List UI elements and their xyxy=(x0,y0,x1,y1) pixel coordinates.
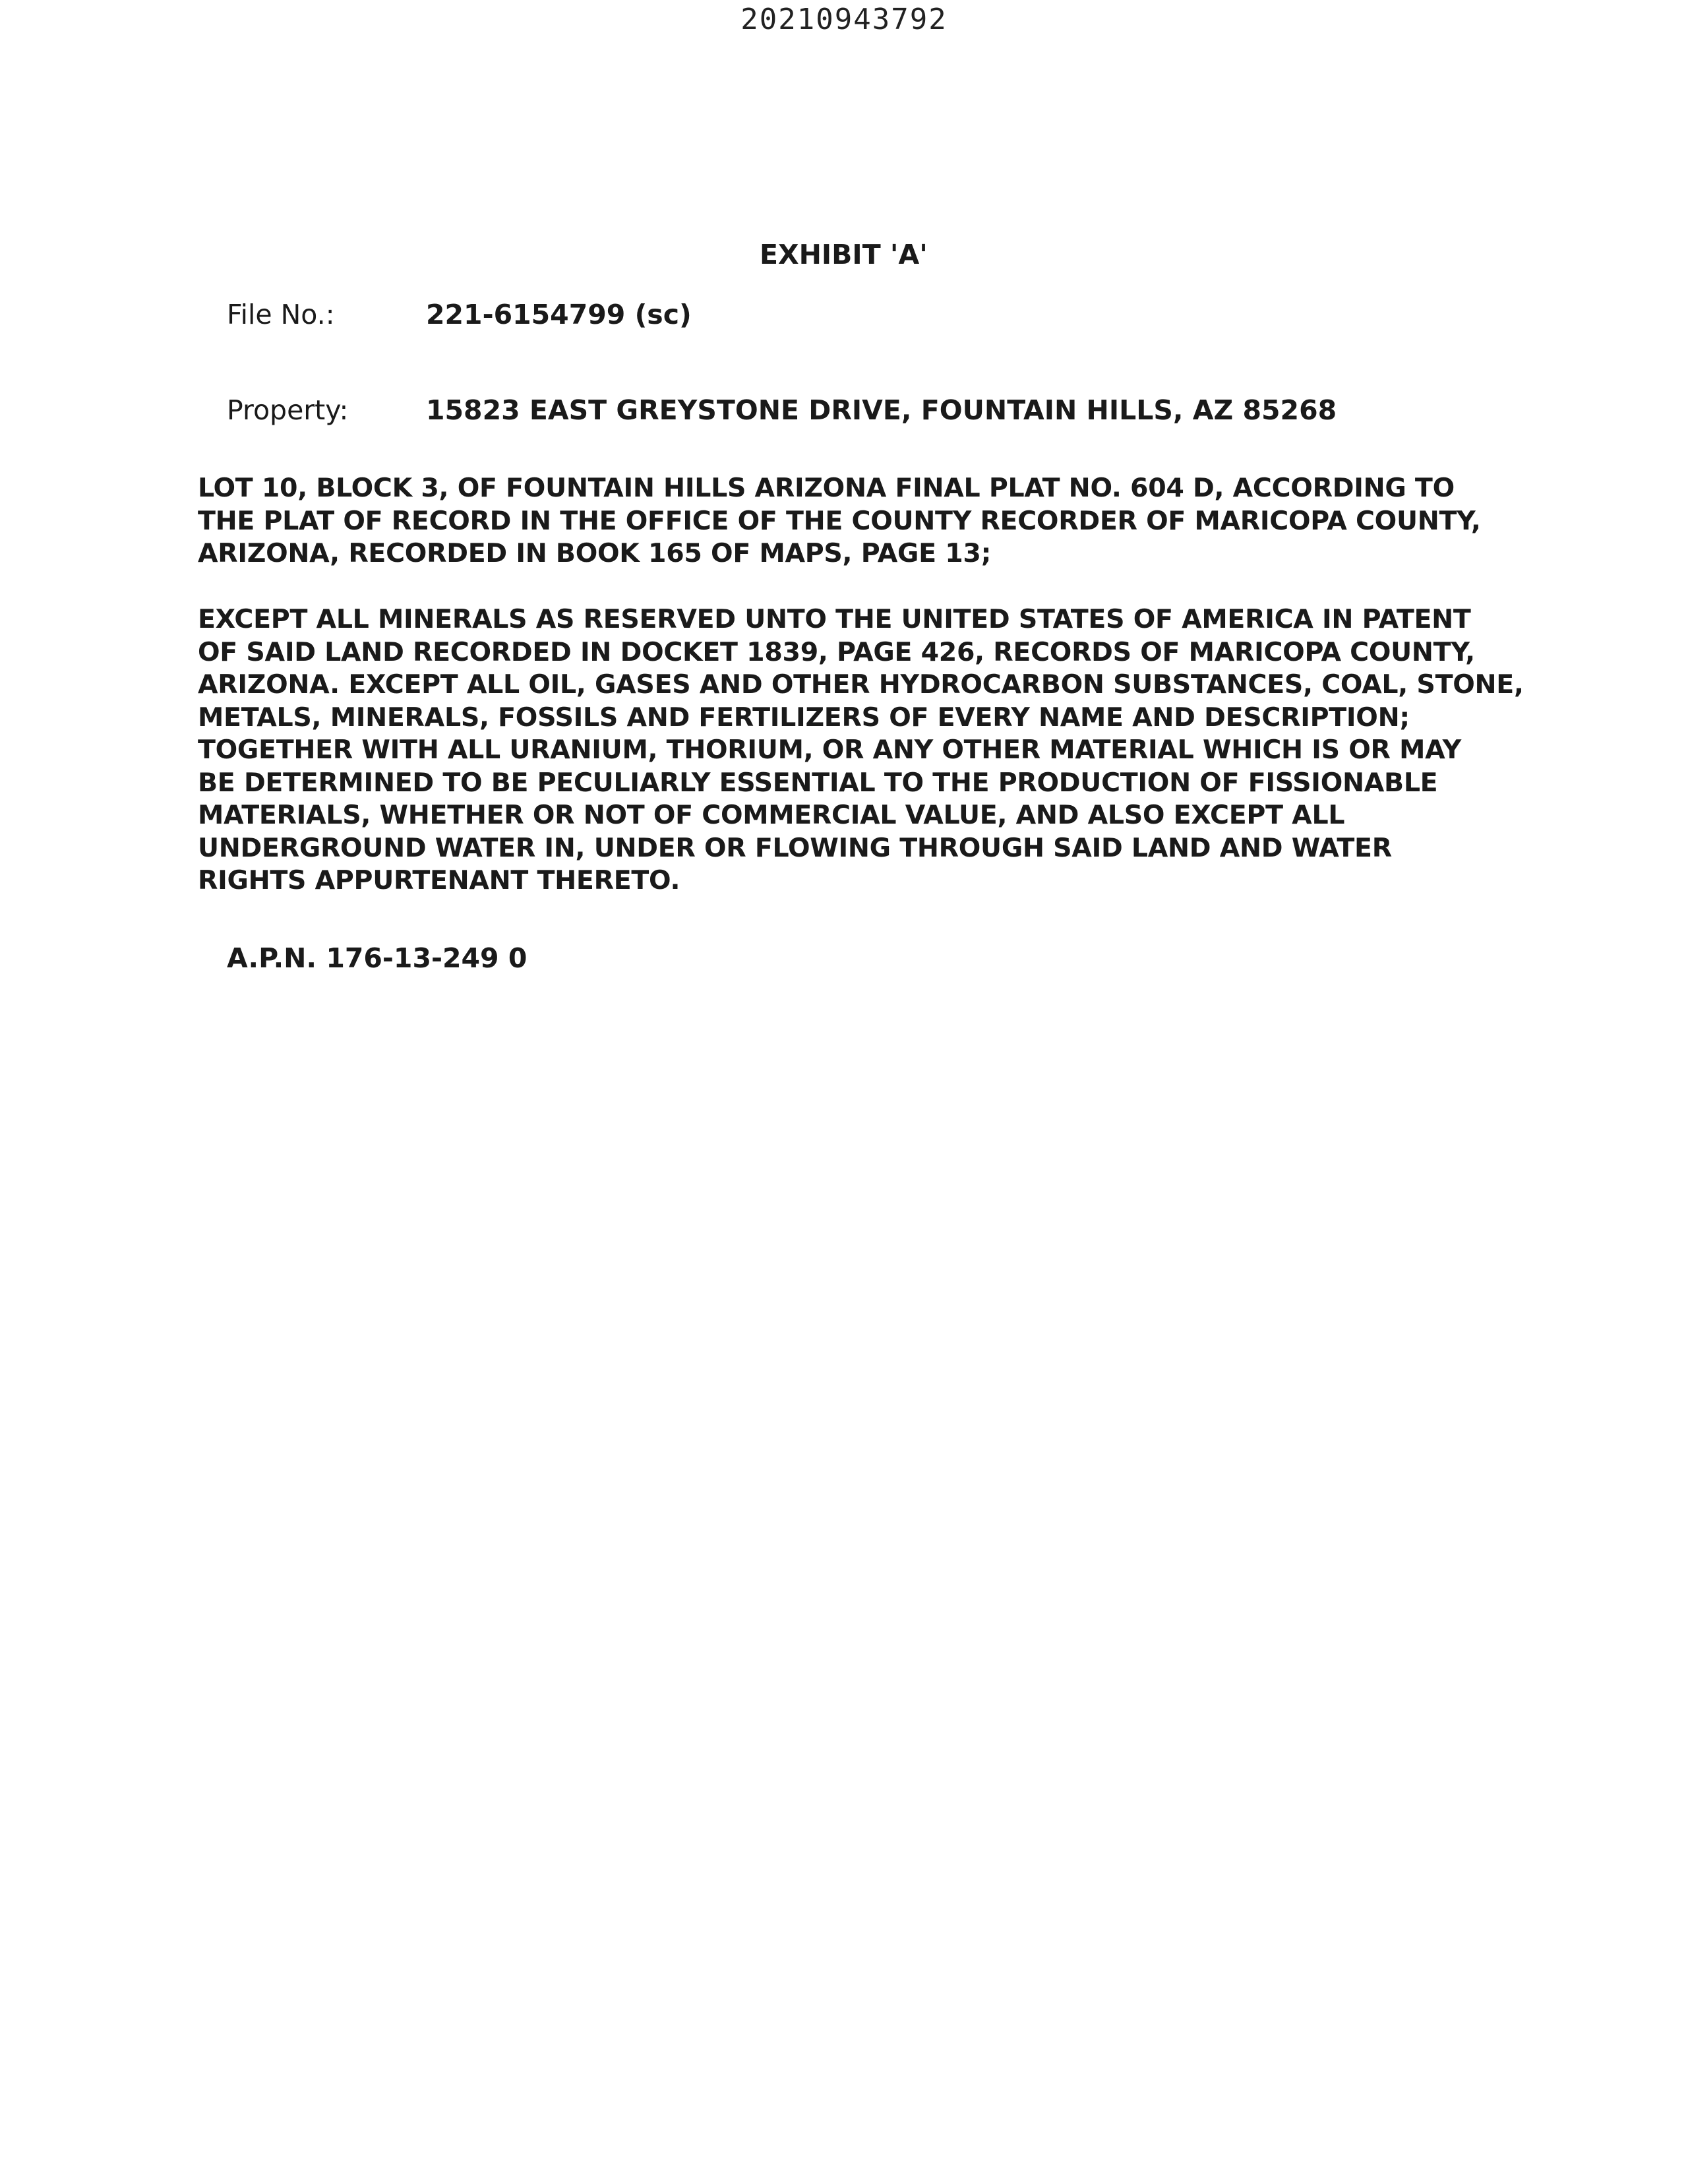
legal-line: OF SAID LAND RECORDED IN DOCKET 1839, PAGE 426, RECORDS OF MARICOPA COUNTY, xyxy=(198,636,1475,667)
file-number-value: 221-6154799 (sc) xyxy=(426,299,692,330)
property-address: 15823 EAST GREYSTONE DRIVE, FOUNTAIN HILLS, AZ 85268 xyxy=(426,394,1337,426)
property-label: Property: xyxy=(227,394,349,426)
legal-line: ARIZONA. EXCEPT ALL OIL, GASES AND OTHER HYDROCARBON SUBSTANCES, COAL, STONE, xyxy=(198,669,1524,700)
exhibit-title: EXHIBIT 'A' xyxy=(760,239,928,270)
legal-description-paragraph-2 xyxy=(198,603,1524,897)
file-number-label: File No.: xyxy=(227,299,335,330)
legal-line: EXCEPT ALL MINERALS AS RESERVED UNTO THE UNITED STATES OF AMERICA IN PATENT xyxy=(198,604,1471,634)
legal-line: RIGHTS APPURTENANT THERETO. xyxy=(198,865,680,895)
legal-line: LOT 10, BLOCK 3, OF FOUNTAIN HILLS ARIZONA FINAL PLAT NO. 604 D, ACCORDING TO xyxy=(198,473,1455,503)
legal-line: UNDERGROUND WATER IN, UNDER OR FLOWING THROUGH SAID LAND AND WATER xyxy=(198,832,1392,863)
legal-line: MATERIALS, WHETHER OR NOT OF COMMERCIAL VALUE, AND ALSO EXCEPT ALL xyxy=(198,800,1345,830)
legal-description-paragraph-1 xyxy=(198,472,1517,570)
legal-line: TOGETHER WITH ALL URANIUM, THORIUM, OR ANY OTHER MATERIAL WHICH IS OR MAY xyxy=(198,735,1461,765)
legal-line: THE PLAT OF RECORD IN THE OFFICE OF THE COUNTY RECORDER OF MARICOPA COUNTY, xyxy=(198,505,1481,536)
legal-line: ARIZONA, RECORDED IN BOOK 165 OF MAPS, PAGE 13; xyxy=(198,538,992,568)
assessor-parcel-number: A.P.N. 176-13-249 0 xyxy=(227,942,528,974)
recording-number: 20210943792 xyxy=(740,3,948,36)
legal-line: BE DETERMINED TO BE PECULIARLY ESSENTIAL TO THE PRODUCTION OF FISSIONABLE xyxy=(198,767,1438,798)
legal-line: METALS, MINERALS, FOSSILS AND FERTILIZERS OF EVERY NAME AND DESCRIPTION; xyxy=(198,702,1410,733)
